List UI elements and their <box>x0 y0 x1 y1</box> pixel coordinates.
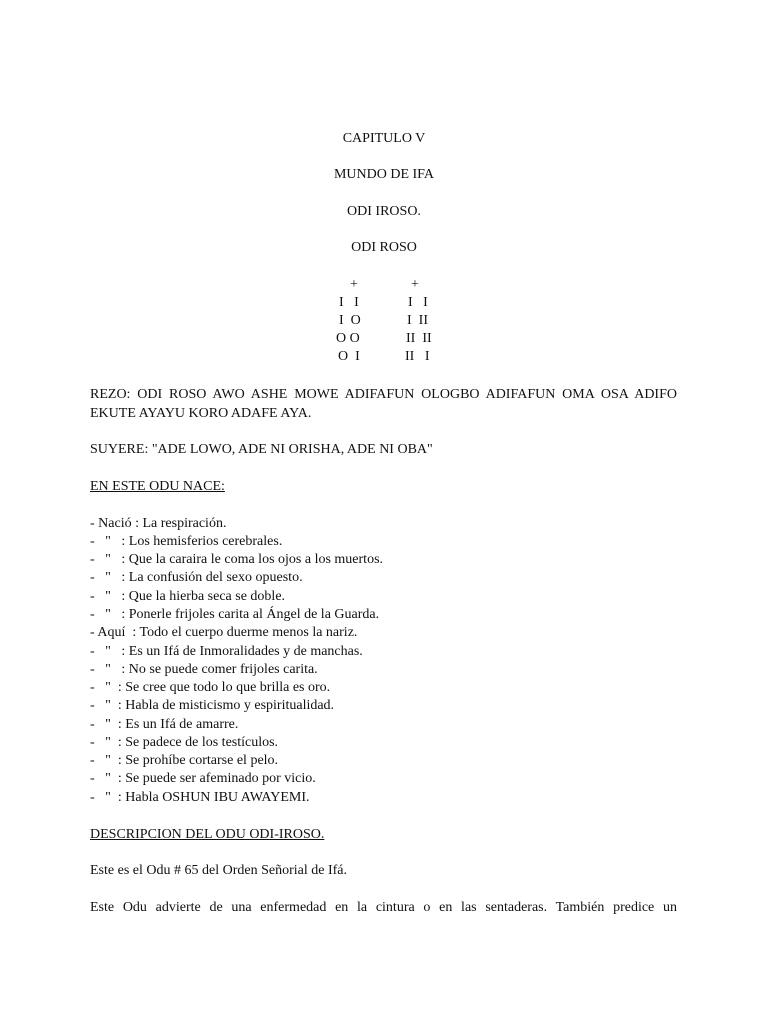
sign-left-row: O O <box>336 331 360 346</box>
list-item: - Nació : La respiración. <box>90 516 227 531</box>
sign-right-row: I I <box>408 295 428 310</box>
sign-left-row: I O <box>339 313 361 328</box>
odu-name: ODI ROSO <box>351 240 417 255</box>
list-item: - " : Se prohíbe cortarse el pelo. <box>90 753 279 768</box>
sign-right-row: + <box>411 277 419 292</box>
descripcion-heading: DESCRIPCION DEL ODU ODI-IROSO. <box>90 827 325 842</box>
list-item: - " : Se cree que todo lo que brilla es oro. <box>90 680 331 695</box>
world-title: MUNDO DE IFA <box>333 167 435 182</box>
list-item: - " : Se padece de los testículos. <box>90 735 279 750</box>
sign-right-row: II I <box>405 349 430 364</box>
sign-right-row: I II <box>407 313 428 328</box>
list-item: - " : Es un Ifá de amarre. <box>90 717 239 732</box>
suyere-line: SUYERE: "ADE LOWO, ADE NI ORISHA, ADE NI OBA" <box>90 442 433 457</box>
descripcion-paragraph-1: Este es el Odu # 65 del Orden Señorial de Ifá. <box>90 863 347 878</box>
nace-heading: EN ESTE ODU NACE: <box>90 479 225 494</box>
list-item: - " : Habla OSHUN IBU AWAYEMI. <box>90 790 310 805</box>
sign-left-row: + <box>350 277 358 292</box>
rezo-paragraph: REZO: ODI ROSO AWO ASHE MOWE ADIFAFUN OLOGBO ADIFAFUN OMA OSA ADIFO EKUTE AYAYU KORO ADAFE AYA. <box>90 387 677 421</box>
list-item: - " : La confusión del sexo opuesto. <box>90 570 303 585</box>
list-item: - " : Los hemisferios cerebrales. <box>90 534 283 549</box>
sign-right-row: II II <box>406 331 432 346</box>
odu-title: ODI IROSO. <box>347 204 421 219</box>
sign-left-row: I I <box>339 295 359 310</box>
list-item: - " : Que la hierba seca se doble. <box>90 589 286 604</box>
descripcion-paragraph-2: Este Odu advierte de una enfermedad en la cintura o en las sentaderas. También predice un <box>90 900 677 915</box>
list-item: - " : Habla de misticismo y espiritualidad. <box>90 698 335 713</box>
list-item: - " : Se puede ser afeminado por vicio. <box>90 771 316 786</box>
chapter-title: CAPITULO V <box>342 131 426 146</box>
list-item: - Aquí : Todo el cuerpo duerme menos la nariz. <box>90 625 358 640</box>
sign-left-row: O I <box>338 349 360 364</box>
list-item: - " : Que la caraira le coma los ojos a los muertos. <box>90 552 384 567</box>
list-item: - " : Ponerle frijoles carita al Ángel de la Guarda. <box>90 607 380 622</box>
list-item: - " : No se puede comer frijoles carita. <box>90 662 318 677</box>
list-item: - " : Es un Ifá de Inmoralidades y de manchas. <box>90 644 363 659</box>
